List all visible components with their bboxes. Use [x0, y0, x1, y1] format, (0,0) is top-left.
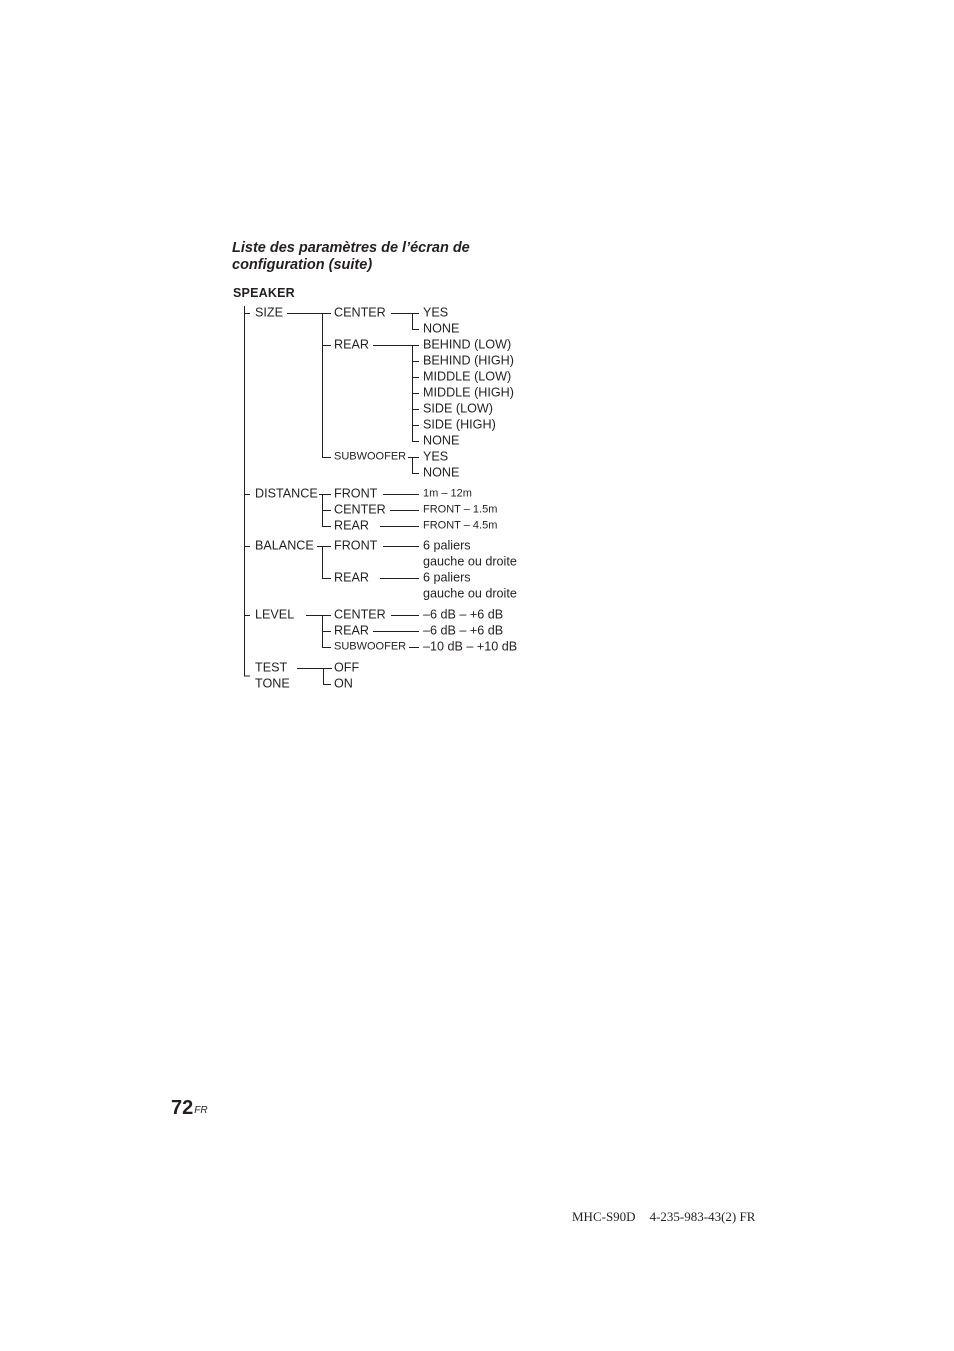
menu-title-speaker: SPEAKER [233, 286, 295, 300]
balance-rear-label: REAR [334, 570, 369, 585]
size-rear-option: MIDDLE (HIGH) [423, 385, 514, 400]
section-heading-line-2: configuration (suite) [232, 257, 373, 273]
size-center-option: NONE [423, 321, 460, 336]
level-subwoofer-label: SUBWOOFER [334, 640, 407, 653]
section-heading-line-1: Liste des paramètres de l’écran de [232, 240, 470, 256]
balance-rear-value-line-2: gauche ou droite [423, 586, 517, 601]
test-tone-option: ON [334, 676, 353, 691]
level-center-value: –6 dB – +6 dB [423, 607, 504, 622]
distance-center-label: CENTER [334, 502, 386, 517]
balance-label: BALANCE [255, 538, 314, 553]
distance-label: DISTANCE [255, 486, 318, 501]
size-subwoofer-option: NONE [423, 465, 460, 480]
level-subwoofer-value: –10 dB – +10 dB [423, 639, 518, 654]
footer-code: 4-235-983-43(2) FR [649, 1209, 756, 1224]
footer-model-code [572, 1209, 755, 1225]
page-number-value: 72 [171, 1097, 194, 1119]
page-number-suffix: FR [194, 1105, 208, 1116]
balance-front-value-line-2: gauche ou droite [423, 554, 517, 569]
size-rear-option: SIDE (LOW) [423, 401, 493, 416]
page-number [171, 1096, 208, 1120]
distance-rear-value: FRONT – 4.5m [423, 519, 498, 532]
size-rear-option: SIDE (HIGH) [423, 417, 496, 432]
distance-center-value: FRONT – 1.5m [423, 503, 498, 516]
size-rear-label: REAR [334, 337, 369, 352]
footer-model: MHC-S90D [572, 1209, 636, 1224]
size-subwoofer-label: SUBWOOFER [334, 450, 407, 463]
size-rear-option: BEHIND (HIGH) [423, 353, 514, 368]
balance-front-label: FRONT [334, 538, 378, 553]
size-rear-option: NONE [423, 433, 460, 448]
balance-front-value-line-1: 6 paliers [423, 538, 471, 553]
level-center-label: CENTER [334, 607, 386, 622]
size-center-label: CENTER [334, 305, 386, 320]
test-tone-label-line-2: TONE [255, 676, 290, 691]
test-tone-option: OFF [334, 660, 360, 675]
size-label: SIZE [255, 305, 283, 320]
level-rear-label: REAR [334, 623, 369, 638]
size-rear-option: BEHIND (LOW) [423, 337, 512, 352]
balance-rear-value-line-1: 6 paliers [423, 570, 471, 585]
distance-rear-label: REAR [334, 518, 369, 533]
size-subwoofer-option: YES [423, 449, 449, 464]
test-tone-label-line-1: TEST [255, 660, 288, 675]
level-label: LEVEL [255, 607, 295, 622]
size-rear-option: MIDDLE (LOW) [423, 369, 512, 384]
distance-front-value: 1m – 12m [423, 487, 472, 500]
size-center-option: YES [423, 305, 449, 320]
distance-front-label: FRONT [334, 486, 378, 501]
level-rear-value: –6 dB – +6 dB [423, 623, 504, 638]
